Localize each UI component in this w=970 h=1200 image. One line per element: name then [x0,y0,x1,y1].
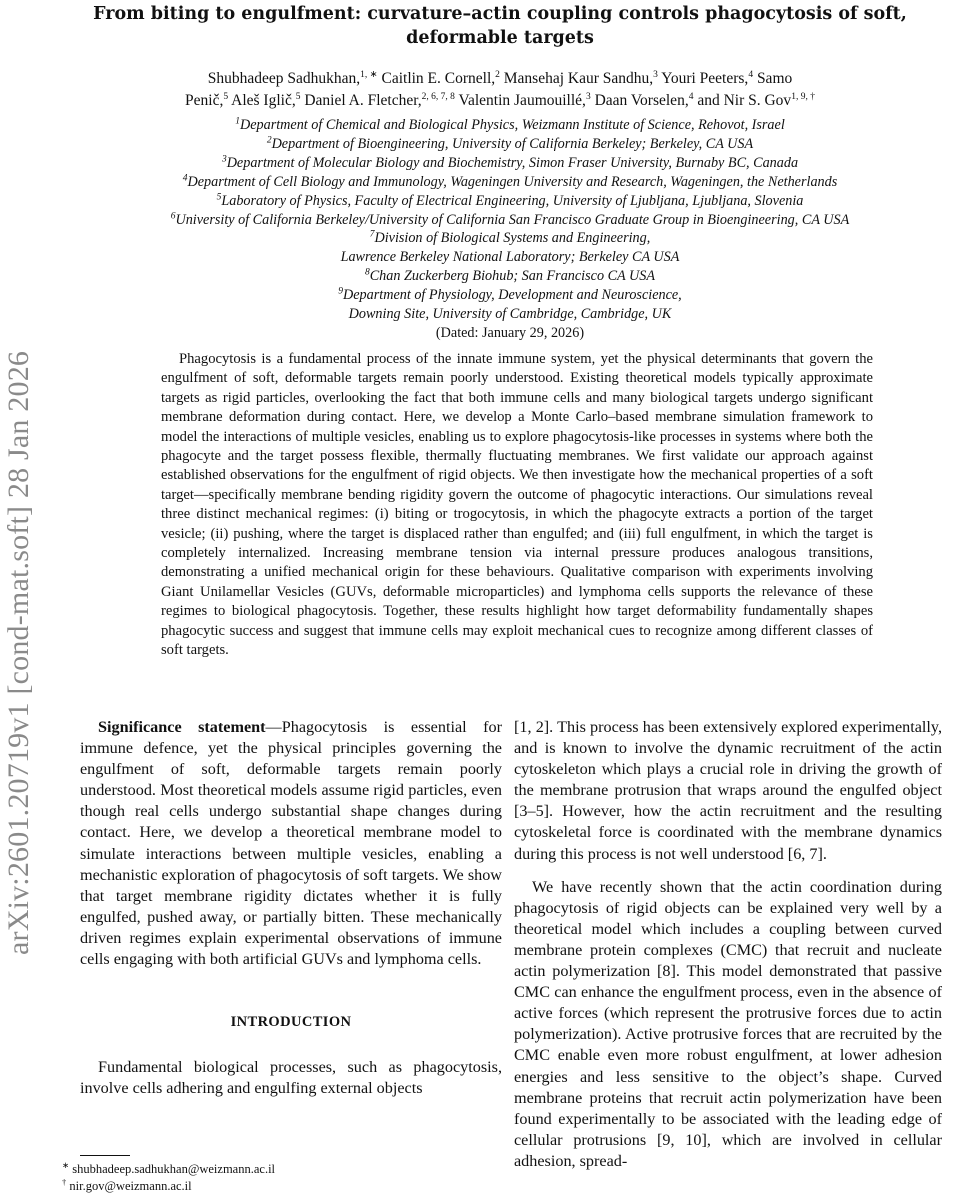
author-affiliation-mark: 2 [495,69,500,80]
section-heading-introduction: INTRODUCTION [230,1014,352,1031]
footnote [62,1178,482,1195]
author-name: Penič, [185,92,224,109]
affiliation-line [70,211,950,230]
footnote-mark: ∗ [62,1159,70,1170]
author-affiliation-mark: 3 [653,69,658,80]
author-name: Valentin Jaumouillé, [454,92,586,109]
affiliation-text: Department of Bioengineering, University of California Berkeley; Berkeley, CA USA [271,135,754,152]
intro-paragraph-1: Fundamental biological processes, such as phagocytosis, involve cells adhering and engulfing external objects [80,1058,502,1098]
significance-heading: Significance statement [98,718,266,736]
affiliation-list [70,116,950,324]
affiliation-text: Laboratory of Physics, Faculty of Electrical Engineering, University of Ljubljana, Ljubljana, Slovenia [221,192,804,209]
affiliation-number: 5 [216,191,222,202]
author-name: Shubhadeep Sadhukhan, [207,70,361,87]
affiliation-number: 6 [170,210,176,221]
affiliation-text: University of California Berkeley/University of California San Francisco Graduate Group in Bioengineering, CA USA [175,211,850,228]
author-list [70,68,930,112]
author-affiliation-mark: 5 [223,91,229,102]
right-paragraph-2: We have recently shown that the actin coordination during phagocytosis of rigid objects can be explained very well by a theoretical model which includes a coupling between curved membrane protein complexes (CMC) that recruit and nucleate actin polymerization [8]. This model demonstrated that passive CMC can enhance the engulfment process, even in the absence of active forces (which represent the protrusive forces due to actin polymerization). Active protrusive forces that are recruited by the CMC enable even more robust engulfment, at lower adhesion energies and less sensitive to the object’s shape. Curved membrane proteins that recruit actin polymerization have been found experimentally to be associated with the leading edge of cellular protrusions [9, 10], which are involved in cellular adhesion, spread- [514,877,942,1170]
affiliation-number: 2 [266,135,272,146]
significance-statement [80,717,502,970]
affiliation-line [70,286,950,305]
affiliation-number: 9 [338,286,344,297]
affiliation-number: 1 [235,116,240,127]
affiliation-text: Department of Cell Biology and Immunology, Wageningen University and Research, Wageningen, the Netherlands [187,173,838,190]
affiliation-line [70,248,950,267]
author-affiliation-mark: 5 [295,91,301,102]
authors-line-2 [70,90,930,112]
affiliation-number: 3 [221,154,227,165]
left-column [80,717,502,1099]
arxiv-identifier: arXiv:2601.20719v1 [cond-mat.soft] 28 Jan 2026 [2,350,35,955]
affiliation-line [70,305,950,324]
affiliation-line [70,154,950,173]
affiliation-text: Department of Physiology, Development and Neuroscience, [343,287,682,304]
affiliation-text: Department of Molecular Biology and Biochemistry, Simon Fraser University, Burnaby BC, Canada [226,154,799,171]
right-paragraph-1: [1, 2]. This process has been extensively explored experimentally, and is known to involve the dynamic recruitment of the actin cytoskeleton which plays a crucial role in driving the growth of the membrane protrusion that wraps around the engulfed object [3–5]. However, how the actin recruitment and the resulting cytoskeletal force is coordinated with the membrane dynamics during this process is not well understood [6, 7]. [514,718,942,863]
author-affiliation-mark: 2, 6, 7, 8 [421,91,455,102]
footnote-email[interactable]: nir.gov@weizmann.ac.il [66,1179,192,1193]
author-name: Caitlin E. Cornell, [377,70,496,87]
affiliation-line [70,192,950,211]
abstract: Phagocytosis is a fundamental process of the innate immune system, yet the physical determinants that govern the engulfment of soft, deformable targets remain poorly understood. Existing theoretical models typically approximate targets as rigid particles, overlooking the fact that both immune cells and many biological targets undergo significant membrane deformation during contact. Here, we develop a Monte Carlo–based membrane simulation framework to model the interactions of multiple vesicles, enabling us to explore phagocytosis-like processes in systems where both the phagocyte and the target possess flexible, thermally fluctuating membranes. We first validate our approach against established observations for the engulfment of rigid objects. We then investigate how the mechanical properties of a soft target—specifically membrane bending rigidity govern the outcome of phagocytic interactions. Our simulations reveal three distinct mechanical regimes: (i) biting or trogocytosis, in which the phagocyte extracts a portion of the target vesicle; (ii) pushing, where the target is displaced rather than engulfed; and (iii) full engulfment, in which the target is completely internalized. Increasing membrane tension via internal pressure produces analogous transitions, demonstrating a unified mechanical origin for these behaviours. Qualitative comparison with experiments involving Giant Unilamellar Vesicles (GUVs, deformable microparticles) and lymphoma cells supports the relevance of these regimes to biological phagocytosis. Together, these results highlight how target deformability fundamentally shapes phagocytic success and suggest that immune cells may exploit mechanical cues to recognize among different classes of soft targets. [161,351,873,659]
author-name: Aleš Iglič, [228,92,296,109]
author-name: Daan Vorselen, [590,92,689,109]
dated-line: (Dated: January 29, 2026) [435,324,585,341]
footnote-rule [80,1155,130,1156]
affiliation-number: 8 [364,267,370,278]
significance-text: —Phagocytosis is essential for immune defence, yet the physical principles governing the engulfment of soft, deformable targets remain poorly understood. Most theoretical models assume rigid particles, even though real cells undergo substantial shape changes during contact. Here, we develop a theoretical membrane model to simulate interactions between multiple vesicles, enabling a mechanistic exploration of phagocytosis of soft targets. We show that target membrane rigidity dictates whether it is fully engulfed, pushed away, or partially bitten. These mechanically driven regimes explain experimental observations of immune cells engaging with both artificial GUVs and lymphoma cells. [80,718,502,969]
paper-title: From biting to engulfment: curvature–actin coupling controls phagocytosis of soft, deformable targets [93,4,907,48]
affiliations [70,116,950,343]
author-affiliation-mark: 4 [688,91,694,102]
affiliation-text: Chan Zuckerberg Biohub; San Francisco CA USA [369,268,656,285]
affiliation-line [70,135,950,154]
affiliation-text: Department of Chemical and Biological Physics, Weizmann Institute of Science, Rehovot, Israel [239,117,785,133]
affiliation-line [70,116,950,135]
affiliation-number: 4 [182,172,188,183]
footnote-mark: † [62,1176,67,1187]
affiliation-line [70,173,950,192]
author-affiliation-mark: 1, ∗ [360,69,378,80]
author-name: Daniel A. Fletcher, [300,92,422,109]
right-column [514,717,942,1172]
footnotes [62,1161,482,1195]
author-name: Mansehaj Kaur Sandhu, [499,70,654,87]
affiliation-number: 7 [369,229,375,240]
author-name: Youri Peeters, [657,70,749,87]
author-affiliation-mark: 4 [748,69,754,80]
authors-line-1 [70,68,930,90]
affiliation-text: Lawrence Berkeley National Laboratory; Berkeley CA USA [340,249,680,266]
author-name: Samo [753,70,793,87]
author-affiliation-mark: 1, 9, † [791,91,815,102]
author-name: and Nir S. Gov [693,92,792,109]
author-affiliation-mark: 3 [585,91,591,102]
footnote [62,1161,482,1178]
affiliation-text: Division of Biological Systems and Engineering, [374,230,651,247]
affiliation-line [70,267,950,286]
footnote-email[interactable]: shubhadeep.sadhukhan@weizmann.ac.il [69,1162,276,1176]
affiliation-line [70,229,950,248]
affiliation-text: Downing Site, University of Cambridge, Cambridge, UK [348,306,672,323]
